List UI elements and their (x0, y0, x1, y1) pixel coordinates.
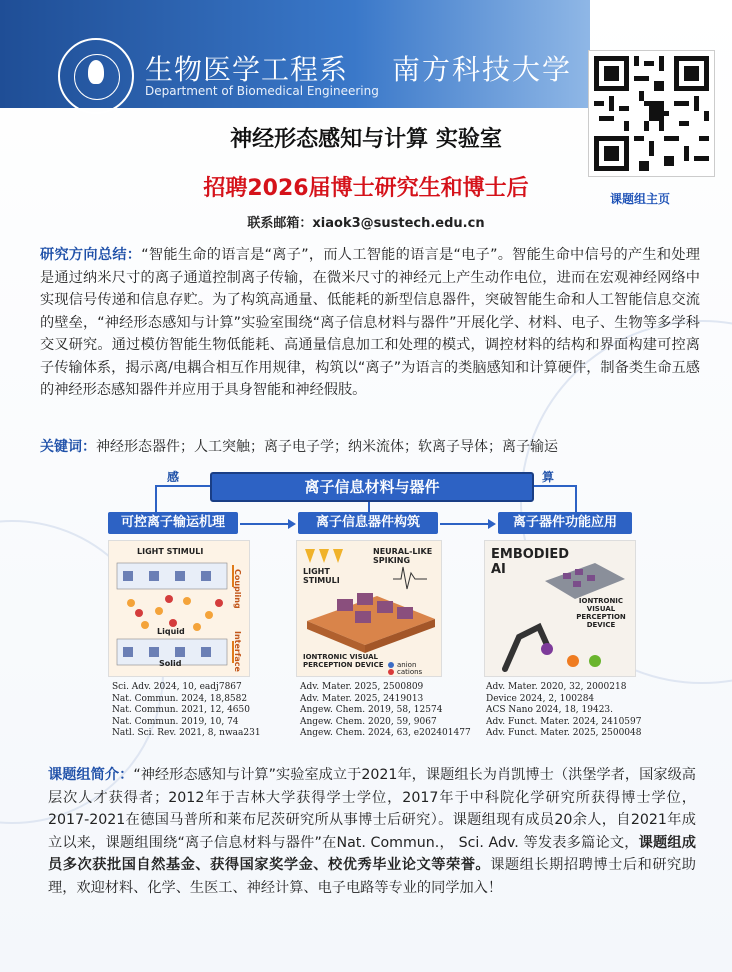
connector-line (155, 485, 157, 512)
research-summary (40, 244, 700, 402)
contact-line (0, 212, 732, 231)
panel2-cation: cations (397, 668, 423, 676)
sense-label: 感 (167, 470, 180, 484)
stage-mechanism: 可控离子输运机理 (108, 512, 238, 534)
panel1-liquid: Liquid (157, 627, 185, 636)
department-name-en: Department of Biomedical Engineering (145, 84, 379, 98)
group-intro (48, 764, 696, 899)
qr-caption: 课题组主页 (610, 192, 671, 206)
qr-code[interactable] (588, 50, 715, 177)
reference: Sci. Adv. 2024, 10, eadj7867 (112, 682, 242, 692)
reference: Adv. Mater. 2020, 32, 2000218 (486, 682, 627, 692)
research-text: “智能生命的语言是“离子”，而人工智能的语言是“电子”。智能生命中信号的产生和处理是通过纳米尺寸的离子通道控制离子传输，在微米尺寸的神经元上产生动作电位，进而在宏观神经网络中实现信号传递和信息存贮。为了构筑高通量、低能耗的新型信息器件，突破智能生命和人工智能信息交流的壁垒，“神经形态感知与计算”实验室围绕“离子信息材料与器件”开展化学、材料、电子、生物等多学科交叉研究。通过模仿智能生物低能耗、高通量信息加工和处理的模式，调控材料的结构和界面构建可控离子传输体系，揭示离/电耦合相互作用规律，构筑以“离子”为语言的类脑感知和计算硬件，制备类生命五感的神经形态感知器件并应用于具身智能和神经假肢。 (40, 247, 700, 398)
group-heading: 课题组简介： (48, 767, 134, 783)
lab-title: 神经形态感知与计算 实验室 (230, 127, 502, 152)
connector-line (575, 485, 577, 512)
panel1-solid: Solid (159, 659, 182, 668)
university-logo (58, 38, 134, 114)
keywords (40, 436, 558, 456)
reference: Nat. Commun. 2024, 18,8582 (112, 693, 248, 704)
panel1-coupling: Coupling (233, 569, 242, 609)
references-application (486, 682, 641, 740)
connector-line (530, 485, 575, 487)
contact-email[interactable]: xiaok3@sustech.edu.cn (312, 216, 485, 231)
panel1-stimuli: LIGHT STIMULI (137, 547, 204, 556)
contact-label: 联系邮箱： (247, 216, 313, 231)
reference: Angew. Chem. 2020, 59, 9067 (300, 716, 437, 727)
reference: Natl. Sci. Rev. 2021, 8, nwaa231 (112, 728, 261, 738)
reference: Device 2024, 2, 100284 (486, 693, 595, 704)
panel2-spiking: NEURAL-LIKE SPIKING (373, 547, 433, 565)
keywords-text: 神经形态器件；人工突触；离子电子学；纳米流体；软离子导体；离子输运 (96, 439, 558, 455)
group-text-2: 课题组长期招聘博士后和研究助理，欢迎材料、化学、生医工、神经计算、电子电路等专业的同学加入！ (48, 857, 696, 896)
reference: Adv. Funct. Mater. 2025, 2500048 (486, 728, 642, 738)
stage-application: 离子器件功能应用 (498, 512, 632, 534)
compute-label: 算 (542, 470, 555, 484)
keywords-heading: 关键词： (40, 439, 96, 455)
recruit-title: 招聘2026届博士研究生和博士后 (203, 176, 529, 201)
panel2-device: IONTRONIC VISUAL PERCEPTION DEVICE (303, 653, 384, 669)
department-name-cn: 生物医学工程系 (145, 53, 349, 86)
reference: Adv. Mater. 2025, 2419013 (300, 693, 424, 704)
panel1-interface: Interface (233, 631, 242, 672)
reference: ACS Nano 2024, 18, 19423. (486, 705, 614, 715)
arrow-right (240, 523, 294, 525)
group-text-bold: 课题组成员多次获批国自然基金、获得国家奖学金、校优秀毕业论文等荣誉。 (48, 834, 696, 873)
reference: Nat. Commun. 2019, 10, 74 (112, 716, 239, 727)
panel2-anion: anion (397, 661, 417, 669)
reference: Angew. Chem. 2024, 63, e202401477 (300, 728, 471, 738)
research-heading: 研究方向总结： (40, 247, 142, 263)
stage-device: 离子信息器件构筑 (298, 512, 438, 534)
panel-application (484, 540, 636, 677)
panel-device (296, 540, 442, 677)
arrow-right (440, 523, 494, 525)
figure-top-label: 离子信息材料与器件 (210, 472, 534, 502)
university-name: 南方科技大学 (392, 53, 573, 86)
panel3-device: IONTRONIC VISUAL PERCEPTION DEVICE (576, 597, 626, 629)
panel3-title: EMBODIED AI (491, 547, 570, 577)
group-text-1: “神经形态感知与计算”实验室成立于2021年，课题组长为肖凯博士（洪堡学者，国家级高层次人才获得者；2012年于吉林大学获得学士学位，2017年于中科院化学研究所获得博士学位，2017-2021在德国马普所和莱布尼茨研究所从事博士后研究）。课题组现有成员20余人，自2021年成立以来，课题组围绕“离子信息材料与器件”在Nat. Commun.， Sci. Adv. 等发表多篇论文， (48, 767, 696, 851)
references-mechanism (112, 682, 261, 740)
panel-ion-transport (108, 540, 250, 677)
reference: Angew. Chem. 2019, 58, 12574 (300, 705, 443, 715)
reference: Adv. Mater. 2025, 2500809 (300, 682, 424, 692)
reference: Adv. Funct. Mater. 2024, 2410597 (486, 716, 642, 727)
research-figure (100, 468, 640, 748)
reference: Nat. Commun. 2021, 12, 4650 (112, 705, 250, 715)
references-device (300, 682, 471, 740)
connector-line (155, 485, 210, 487)
panel2-light: LIGHT STIMULI (303, 567, 340, 585)
